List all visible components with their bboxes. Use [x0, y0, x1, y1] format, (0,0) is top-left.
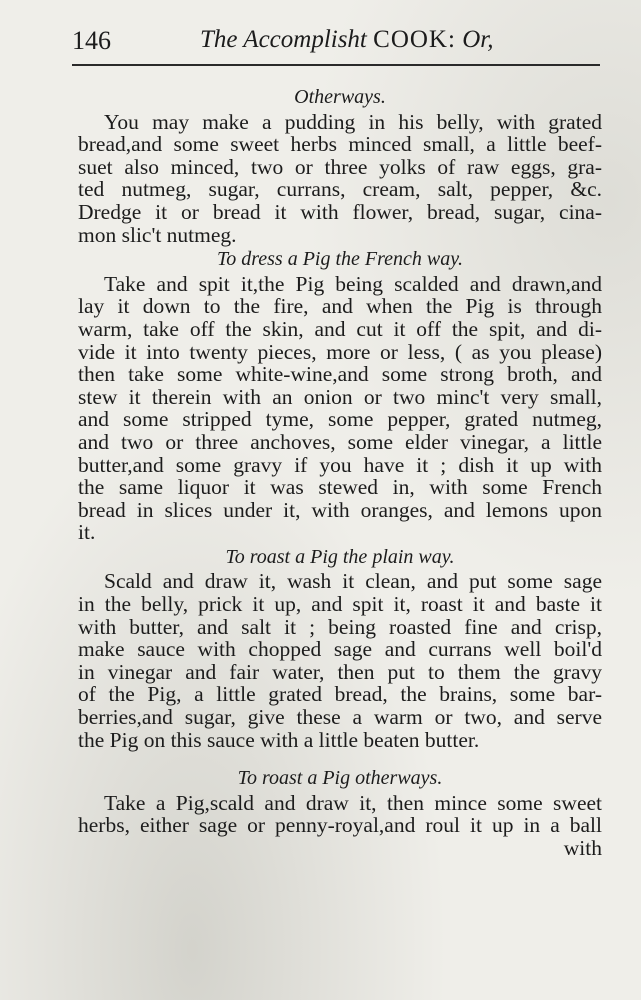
recipe-paragraph [78, 111, 602, 247]
section-heading: To dress a Pig the French way. [216, 248, 464, 271]
text-line: ted nutmeg, sugar, currans, cream, salt, pepper, &c. [78, 177, 602, 202]
text-line: the Pig on this sauce with a little beaten butter. [78, 727, 480, 752]
page-header [72, 18, 600, 66]
text-line: You may make a pudding in his belly, with grated [104, 109, 602, 134]
recipe-paragraph [78, 570, 602, 751]
text-line: then take some white-wine,and some strong broth, and [78, 362, 602, 387]
catchword: with [563, 836, 602, 860]
text-line: lay it down to the fire, and when the Pig is through [78, 294, 602, 319]
text-line: vide it into twenty pieces, more or less, ( as you please) [78, 339, 602, 364]
text-line: bread in slices under it, with oranges, and lemons upon [78, 497, 602, 522]
text-line: and two or three anchoves, some elder vinegar, a little [78, 429, 602, 454]
text-line: it. [78, 520, 96, 545]
recipe-paragraph [78, 273, 602, 544]
text-line: suet also minced, two or three yolks of raw eggs, gra- [78, 154, 602, 179]
text-line: warm, take off the skin, and cut it off the spit, and di- [78, 316, 602, 341]
text-line: berries,and sugar, give these a warm or two, and serve [78, 705, 602, 730]
section-heading: To roast a Pig otherways. [237, 767, 443, 790]
text-line: and some stripped tyme, some pepper, grated nutmeg, [78, 407, 602, 432]
section-gap [78, 751, 602, 765]
running-title-caps: COOK: [373, 26, 456, 53]
text-line: with butter, and salt it ; being roasted fine and crisp, [78, 614, 602, 639]
text-line: Take a Pig,scald and draw it, then mince some sweet [104, 790, 602, 815]
text-line: Scald and draw it, wash it clean, and put some sage [104, 569, 602, 594]
text-line: make sauce with chopped sage and currans well boil'd [78, 637, 602, 662]
text-line: butter,and some gravy if you have it ; dish it up with [78, 452, 602, 477]
text-line: in the belly, prick it up, and spit it, roast it and baste it [78, 592, 602, 617]
running-title-italic: The Accomplisht [200, 26, 367, 53]
recipe-paragraph [78, 792, 602, 860]
text-line: Take and spit it,the Pig being scalded and drawn,and [104, 271, 602, 296]
text-line: in vinegar and fair water, then put to them the gravy [78, 659, 602, 684]
text-line: bread,and some sweet herbs minced small, a little beef- [78, 132, 602, 157]
text-line: the same liquor it was stewed in, with some French [78, 475, 602, 500]
text-line: of the Pig, a little grated bread, the brains, some bar- [78, 682, 602, 707]
text-line: herbs, either sage or penny-royal,and roul it up in a ball [78, 813, 602, 838]
page-body [78, 84, 602, 860]
section-heading: Otherways. [294, 86, 386, 108]
running-title [200, 26, 493, 54]
page-number: 146 [72, 26, 111, 55]
text-line: stew it therein with an onion or two minc't very small, [78, 384, 602, 409]
section-heading: To roast a Pig the plain way. [225, 545, 455, 568]
text-line: mon slic't nutmeg. [78, 222, 237, 247]
text-line: Dredge it or bread it with flower, bread, sugar, cina- [78, 199, 602, 224]
running-title-tail: Or, [462, 26, 494, 53]
